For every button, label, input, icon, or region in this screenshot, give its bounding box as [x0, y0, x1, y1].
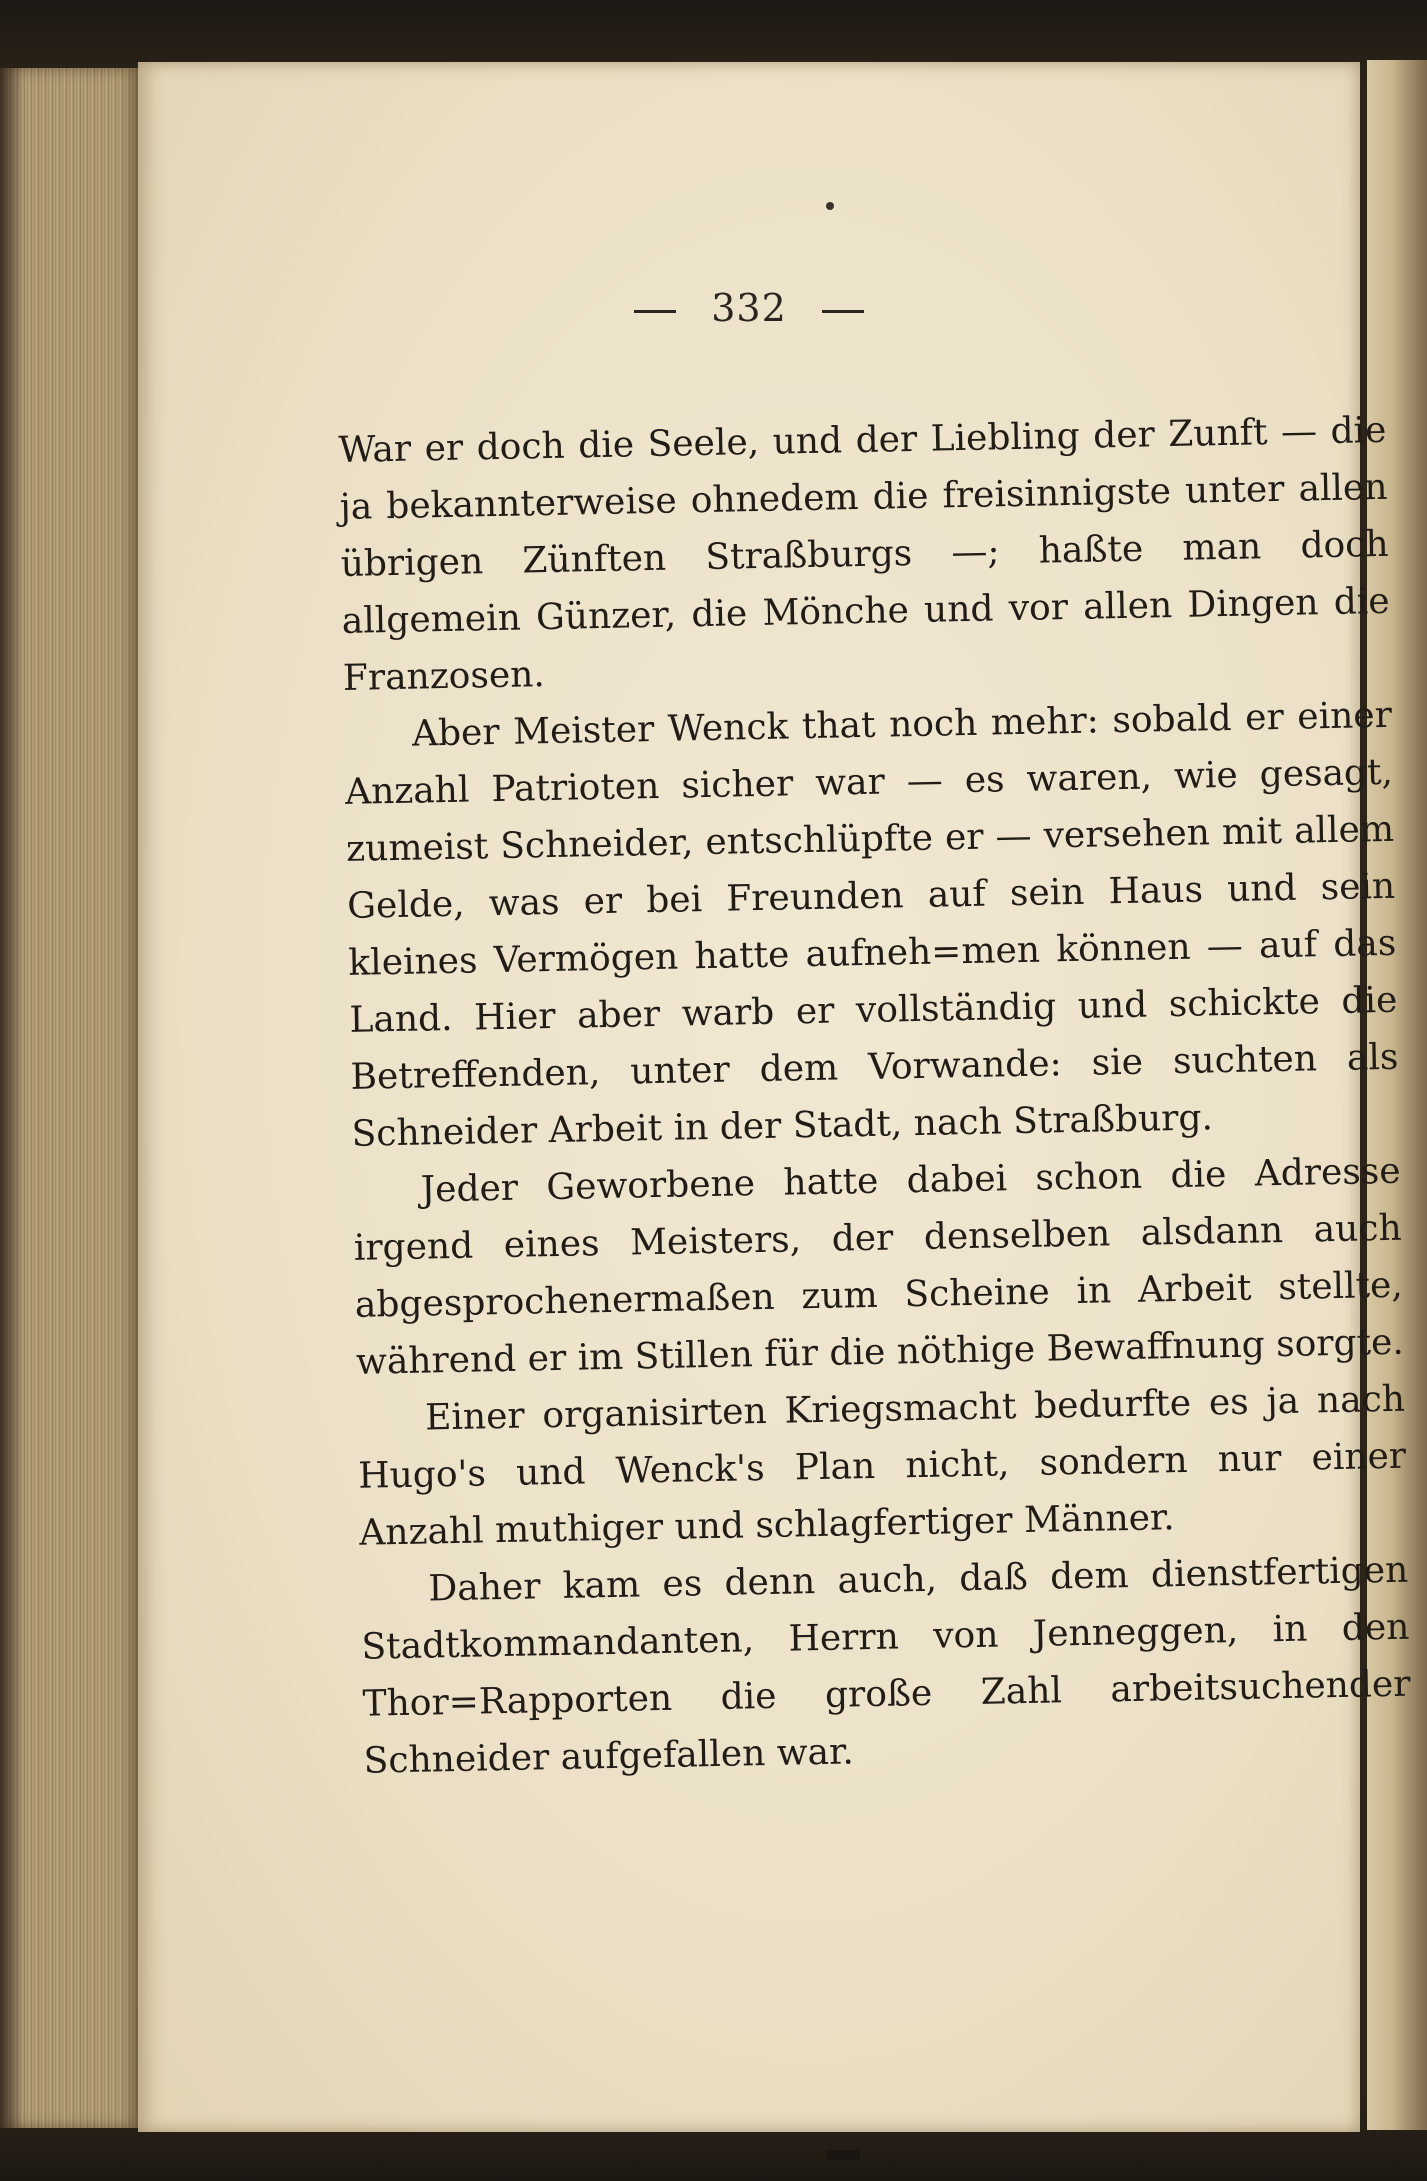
paragraph-2: Aber Meister Wenck that noch mehr: sobald er einer Anzahl Patrioten sicher war — es waren, wie gesagt, zumeist Schneider, entschlüpfte er — versehen mit allem Gelde, was er bei Freunden auf sein Haus und sein kleines Vermögen hatte aufneh=men können — auf das Land. Hier aber warb er vollständig und schickte die Betreffenden, unter dem Vorwande: sie suchten als Schneider Arbeit in der Stadt, nach Straßburg. [344, 694, 1399, 1155]
ink-speck [826, 202, 834, 210]
paragraph-4: Einer organisirten Kriegsmacht bedurfte es ja nach Hugo's und Wenck's Plan nicht, sondern nur einer Anzahl muthiger und schlagfertiger Männer. [357, 1378, 1407, 1554]
book-page [138, 62, 1411, 2132]
page-number-header [138, 286, 1360, 330]
book-page-edges [0, 68, 140, 2128]
page-number: 332 [711, 286, 787, 330]
paragraph-5: Daher kam es denn auch, daß dem dienstfertigen Stadtkommandanten, Herrn von Jenneggen, in den Thor=Rapporten die große Zahl arbeitsuchender Schneider aufgefallen war. [361, 1549, 1411, 1782]
scan-mark [826, 2150, 860, 2160]
paragraph-3: Jeder Geworbene hatte dabei schon die Adresse irgend eines Meisters, der denselben alsdann auch abgesprochenermaßen zum Scheine in Arbeit stellte, während er im Stillen für die nöthige Bewaffnung sorgte. [353, 1150, 1405, 1383]
body-text [338, 402, 1412, 1790]
header-dash-left [634, 310, 676, 313]
paragraph-1: War er doch die Seele, und der Liebling der Zunft — die ja bekannterweise ohnedem die freisinnigste unter allen übrigen Zünften Straßburgs —; haßte man doch allgemein Günzer, die Mönche und vor allen Dingen die Franzosen. [338, 409, 1391, 699]
header-dash-right [822, 310, 864, 313]
